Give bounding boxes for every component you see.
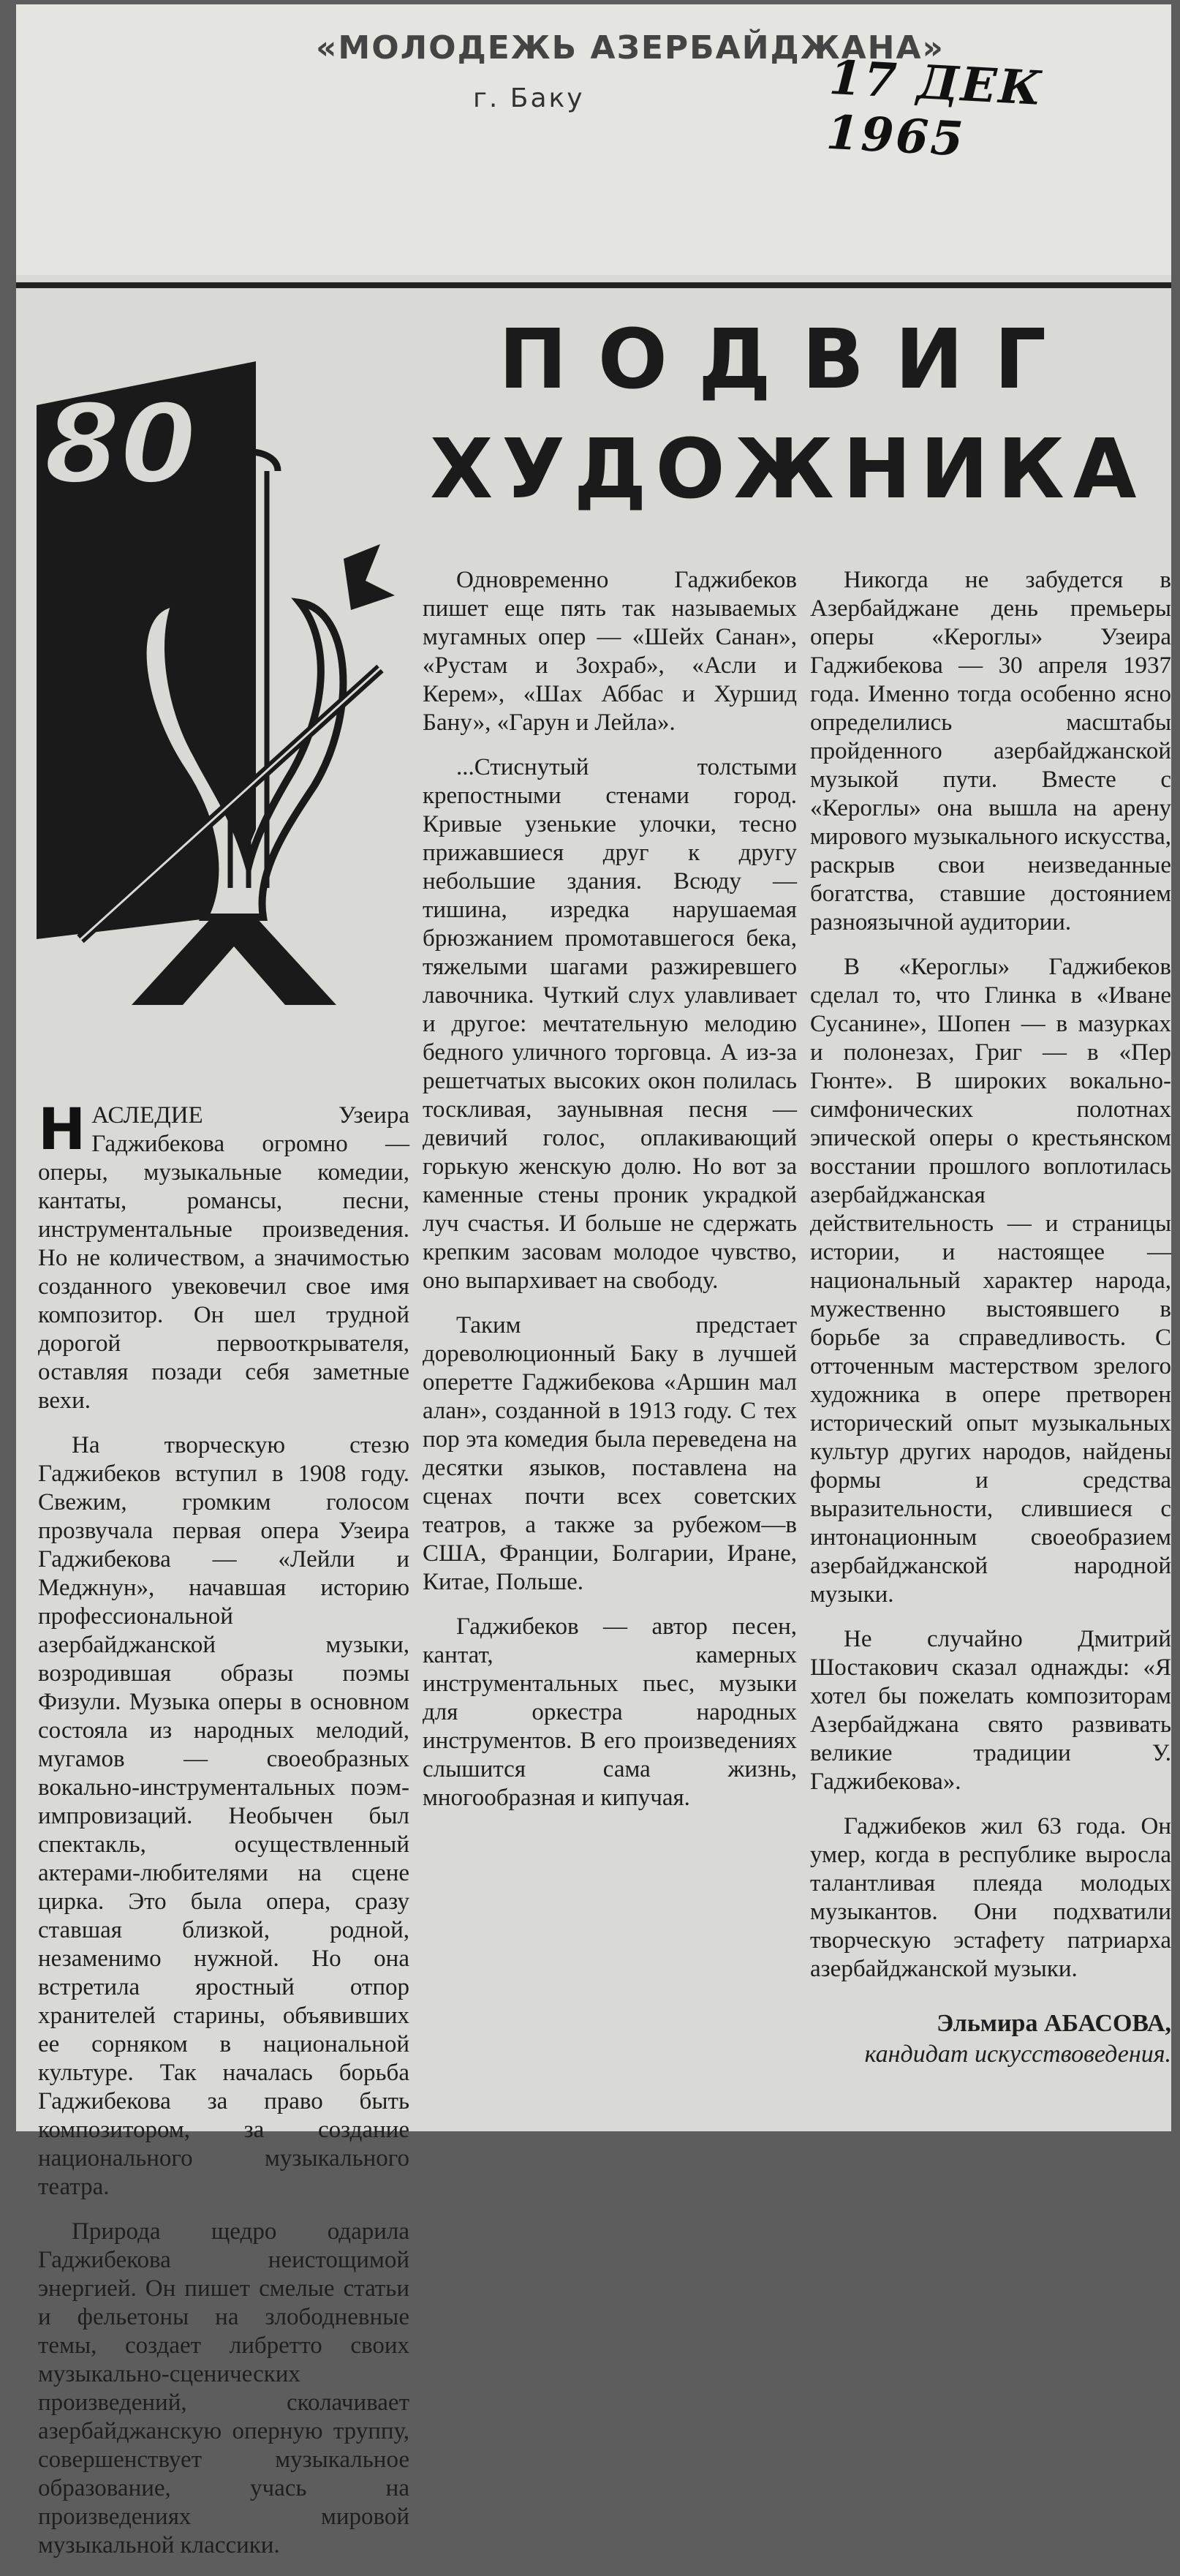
anniversary-number: 80: [44, 381, 197, 508]
article-column-1: [38, 1097, 409, 2576]
newspaper-clipping: [16, 4, 1171, 2558]
paragraph: На творческую стезю Гаджибеков вступил в 1908 году. Свежим, громким голосом прозвучала первая опера Узеира Гаджибекова — «Лейли и Меджнун», начавшая историю профессиональной азербайджанской музыки, возродившая образы поэмы Физули. Музыка оперы в основном состояла из народных мелодий, мугамов — своеобразных вокально-инструментальных поэм-импровизаций. Необычен был спектакль, осуществленный актерами-любителями на сцене цирка. Это была опера, сразу ставшая близкой, родной, незаменимо нужной. Но она встретила яростный отпор хранителей старины, объявивших ее сорняком в национальной культуре. Так началась борьба Гаджибекова за право быть композитором, за создание национального музыкального театра.: [38, 1432, 409, 2200]
paragraph: [38, 1097, 409, 1415]
paragraph: Не случайно Дмитрий Шостакович сказал однажды: «Я хотел бы пожелать композиторам Азербайджана свято развивать великие традиции У. Гаджибекова».: [810, 1626, 1171, 1795]
archive-stamp-area: [16, 4, 1171, 275]
paragraph: ...Стиснутый толстыми крепостными стенами город. Кривые узенькие улочки, тесно прижавшиеся друг к другу небольшие здания. Всюду — тишина, изредка нарушаемая брюзжанием промотавшегося бека, тяжелыми шагами разжиревшего лавочника. Чуткий слух улавливает и другое: мечтательную мелодию бедного уличного торговца. А из-за решетчатых высоких окон полилась тоскливая, заунывная песня — девичий голос, оплакивающий горькую женскую долю. Но вот за каменные стены проник украдкой луч счастья. И больше не сдержать крепким засовам молодое чувство, оно выпархивает на свободу.: [423, 754, 797, 1294]
headline-line-1: ПОДВИГ: [499, 312, 1078, 407]
newspaper-name: «МОЛОДЕЖЬ АЗЕРБАЙДЖАНА»: [316, 29, 945, 67]
headline-line-2: ХУДОЖНИКА: [430, 422, 1146, 517]
author-name: Эльмира АБАСОВА,: [937, 2010, 1171, 2037]
article-column-2: [423, 566, 797, 1829]
separator-rule: [16, 282, 1171, 288]
paragraph: Гаджибеков — автор песен, кантат, камерных инструментальных пьес, музыки для оркестра народных инструментов. В его произведениях слышится сама жизнь, многообразная и кипучая.: [423, 1613, 797, 1811]
city-label: г. Баку: [473, 83, 585, 113]
paragraph-text: АСЛЕДИЕ Узеира Гаджибекова огромно — оперы, музыкальные комедии, кантаты, романсы, песни, инструментальные произведения. Но не количеством, а значимостью созданного увековечил свое имя композитор. Он шел трудной дорогой первооткрывателя, оставляя позади себя заметные вехи.: [38, 1102, 409, 1414]
author-signature: [810, 2008, 1171, 2070]
author-title: кандидат искусствоведения.: [864, 2041, 1171, 2068]
paragraph: Природа щедро одарила Гаджибекова неистощимой энергией. Он пишет смелые статьи и фельетоны на злободневные темы, создает либретто своих музыкально-сценических произведений, сколачивает азербайджанскую оперную труппу, совершенствует музыкальное образование, учась на произведениях мировой музыкальной классики.: [38, 2218, 409, 2558]
paragraph: В «Кероглы» Гаджибеков сделал то, что Глинка в «Иване Сусанине», Шопен — в мазурках и полонезах, Григ — в «Пер Гюнте». В широких вокально-симфонических полотнах эпической оперы о крестьянском восстании прошлого воплотилась азербайджанская действительность — и страницы истории, и настоящее — национальный характер народа, мужественно выстоявшего в борьбе за справедливость. С отточенным мастерством зрелого художника в опере претворен исторический опыт музыкальных культур других народов, найдены формы и средства выразительности, слившиеся с интонационным своеобразием азербайджанской народной музыки.: [810, 954, 1171, 1608]
drop-cap: Н: [38, 1097, 86, 1163]
article-column-3: [810, 566, 1171, 2070]
paragraph: Одновременно Гаджибеков пишет еще пять так называемых мугамных опер — «Шейх Санан», «Рустам и Зохраб», «Асли и Керем», «Шах Аббас и Хуршид Бану», «Гарун и Лейла».: [423, 567, 797, 736]
paragraph: Никогда не забудется в Азербайджане день премьеры оперы «Кероглы» Узеира Гаджибекова — 30 апреля 1937 года. Именно тогда особенно ясно определились масштабы пройденного азербайджанской музыкой пути. Вместе с «Кероглы» она вышла на арену мирового музыкального искусства, раскрыв свои неизведанные богатства, ставшие достоянием разноязычной аудитории.: [810, 567, 1171, 935]
paragraph: Гаджибеков жил 63 года. Он умер, когда в республике выросла талантливая плеяда молодых музыкантов. Они подхватили творческую эстафету патриарха азербайджанской музыки.: [810, 1813, 1171, 1982]
paragraph: Таким предстает дореволюционный Баку в лучшей оперетте Гаджибекова «Аршин мал алан», созданной в 1913 году. С тех пор эта комедия была переведена на десятки языков, поставлена на сценах почти всех советских театров, а также за рубежом—в США, Франции, Болгарии, Иране, Китае, Польше.: [423, 1312, 797, 1595]
lyre-emblem-illustration: [37, 361, 417, 1020]
stamp-date: 17 ДЕК 1965: [825, 50, 1045, 167]
